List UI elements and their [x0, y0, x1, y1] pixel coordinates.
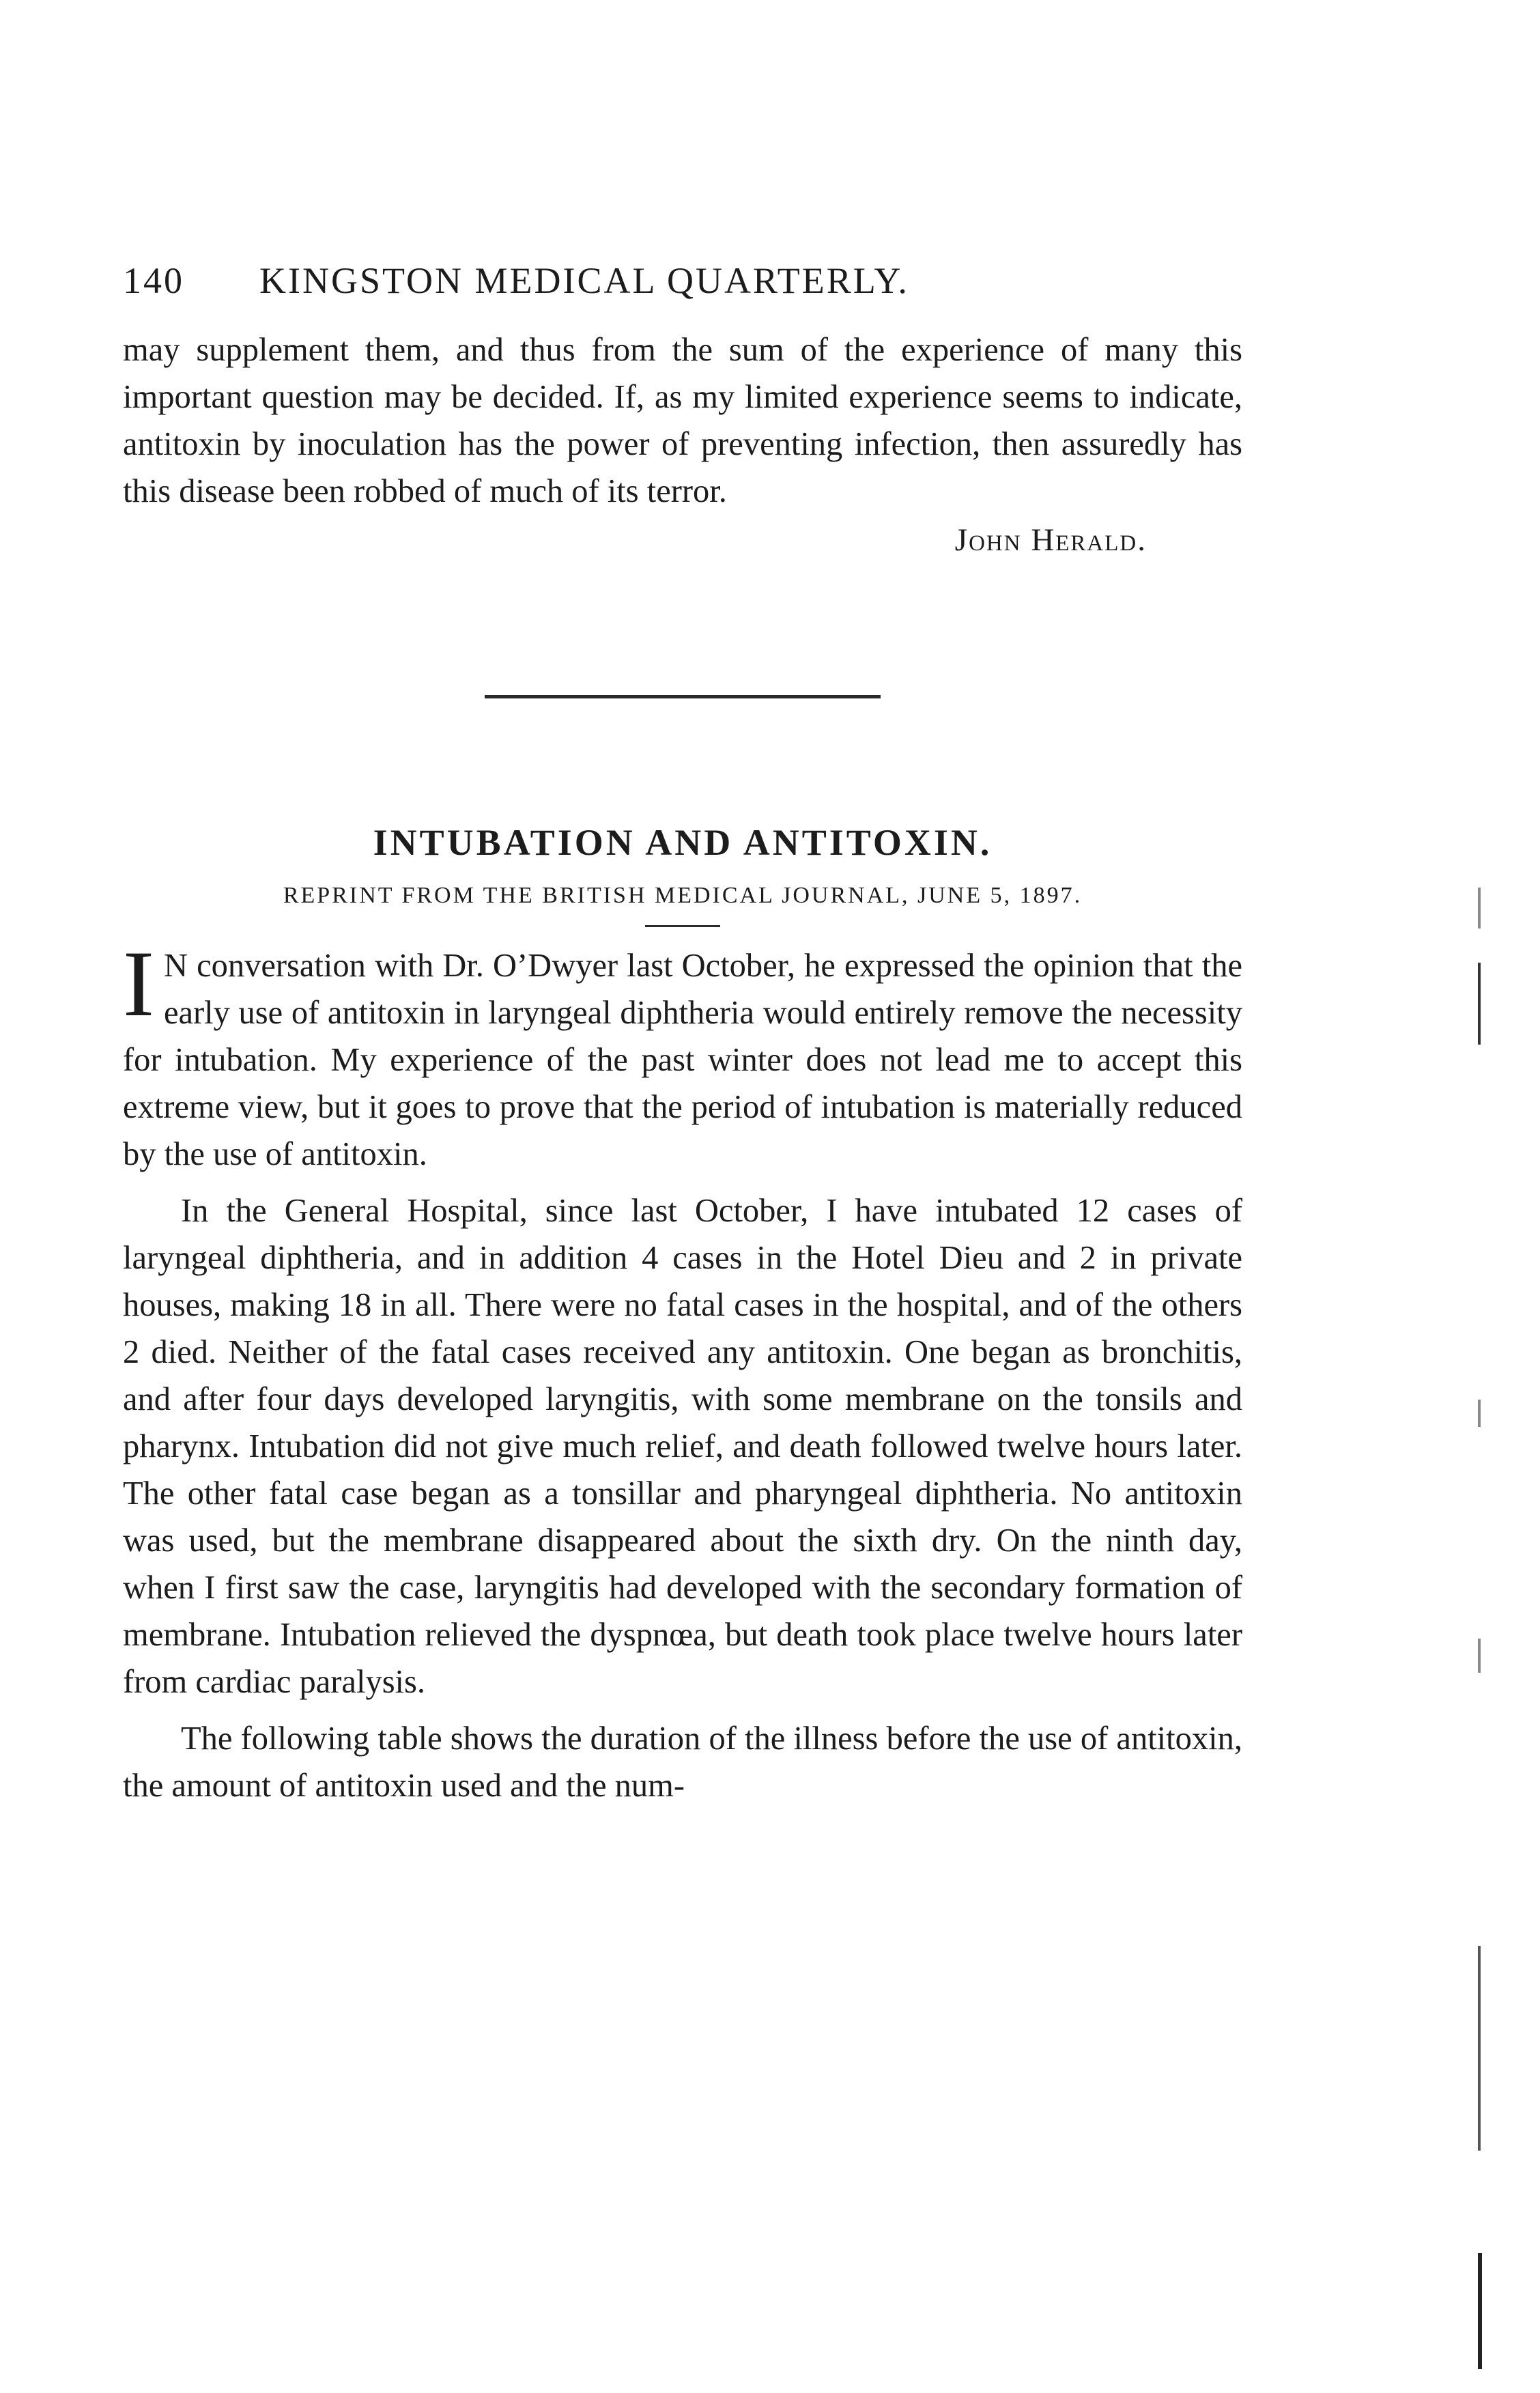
scan-mark	[1478, 1639, 1481, 1673]
page	[123, 259, 1242, 1809]
scan-mark	[1478, 1400, 1481, 1427]
running-head	[123, 259, 1242, 302]
scan-mark	[1478, 888, 1481, 929]
scan-mark	[1478, 2253, 1482, 2369]
journal-title: KINGSTON MEDICAL QUARTERLY.	[259, 260, 909, 301]
scan-mark	[1478, 963, 1481, 1045]
article-paragraph-2: In the General Hospital, since last October, I have intubated 12 cases of laryngeal diphtheria, and in addition 4 cases in the Hotel Dieu and 2 in private houses, making 18 in all. There were no fatal cases in the hospital, and of the others 2 died. Neither of the fatal cases received any antitoxin. One began as bronchitis, and after four days developed laryngitis, with some membrane on the tonsils and pharynx. Intubation did not give much relief, and death followed twelve hours later. The other fatal case began as a tonsillar and pharyngeal diphtheria. No antitoxin was used, but the membrane disappeared about the sixth dry. On the ninth day, when I first saw the case, laryngitis had developed with the secondary formation of membrane. Intubation relieved the dyspnœa, but death took place twelve hours later from cardiac paralysis.	[123, 1193, 1242, 1700]
page-number: 140	[123, 260, 184, 301]
section-divider	[485, 695, 881, 698]
continuation-paragraph: may supplement them, and thus from the sum of the experience of many this important question may be decided. If, as my limited experience seems to indicate, antitoxin by inoculation has the power of preventing infection, then assuredly has this disease been robbed of much of its terror.	[123, 332, 1242, 509]
author-signature: John Herald.	[954, 522, 1147, 558]
article-title: INTUBATION AND ANTITOXIN.	[373, 822, 993, 863]
title-rule	[645, 925, 720, 927]
scan-edge-marks	[1471, 785, 1492, 2369]
article-subtitle: REPRINT FROM THE BRITISH MEDICAL JOURNAL, JUNE 5, 1897.	[283, 883, 1083, 908]
scan-mark	[1478, 1946, 1481, 2151]
article-paragraph-3: The following table shows the duration of the illness before the use of antitoxin, the amount of antitoxin used and the num-	[123, 1721, 1242, 1804]
article-paragraph-1: IN conversation with Dr. O’Dwyer last October, he expressed the opinion that the early use of antitoxin in laryngeal diphtheria would entirely remove the necessity for intubation. My experience of the past winter does not lead me to accept this extreme view, but it goes to prove that the period of intubation is materially reduced by the use of antitoxin.	[123, 931, 1242, 1172]
